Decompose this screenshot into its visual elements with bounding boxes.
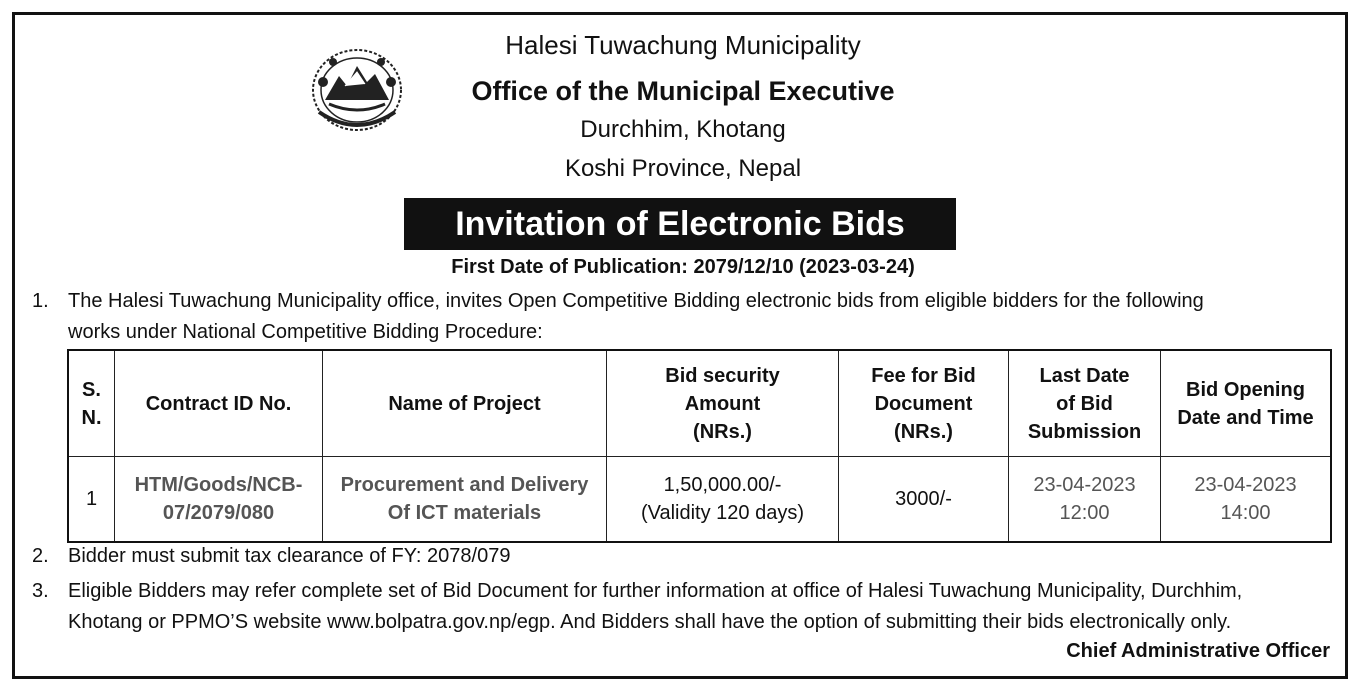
header-last-date: Last Date of Bid Submission bbox=[1009, 351, 1161, 457]
header-fee: Fee for Bid Document (NRs.) bbox=[839, 351, 1009, 457]
clause-2-text: Bidder must submit tax clearance of FY: 2078/079 bbox=[68, 545, 511, 567]
address-line-1: Durchhim, Khotang bbox=[580, 116, 786, 143]
clause-2-number: 2. bbox=[32, 545, 49, 567]
office-name: Office of the Municipal Executive bbox=[471, 76, 895, 106]
clause-3-line-2: Khotang or PPMO’S website www.bolpatra.gov.np/egp. And Bidders shall have the option of submitting their bids electronically only. bbox=[68, 611, 1232, 633]
cell-last-date: 23-04-2023 12:00 bbox=[1009, 457, 1161, 542]
cell-project: Procurement and Delivery Of ICT materials bbox=[323, 457, 607, 542]
publication-date: First Date of Publication: 2079/12/10 (2023-03-24) bbox=[451, 256, 915, 278]
clause-1-line-2: works under National Competitive Bidding Procedure: bbox=[68, 321, 543, 343]
cell-contract-id: HTM/Goods/NCB- 07/2079/080 bbox=[115, 457, 323, 542]
header-opening: Bid Opening Date and Time bbox=[1161, 351, 1331, 457]
signature-title: Chief Administrative Officer bbox=[1066, 640, 1330, 662]
bids-table bbox=[68, 350, 1331, 542]
header-sn: S. N. bbox=[69, 351, 115, 457]
notice-title: Invitation of Electronic Bids bbox=[404, 198, 956, 250]
clause-3-number: 3. bbox=[32, 580, 49, 602]
clause-1-number: 1. bbox=[32, 290, 49, 312]
cell-sn: 1 bbox=[69, 457, 115, 542]
clause-1-text bbox=[68, 286, 1204, 348]
municipality-name: Halesi Tuwachung Municipality bbox=[505, 30, 861, 60]
header-contract-id: Contract ID No. bbox=[115, 351, 323, 457]
cell-opening: 23-04-2023 14:00 bbox=[1161, 457, 1331, 542]
table-header-row bbox=[69, 351, 1331, 457]
address-line-2: Koshi Province, Nepal bbox=[564, 155, 802, 182]
clause-3-line-1: Eligible Bidders may refer complete set of Bid Document for further information at office of Halesi Tuwachung Municipality, Durchhim, bbox=[68, 580, 1243, 602]
header-project: Name of Project bbox=[323, 351, 607, 457]
clause-1-line-1: The Halesi Tuwachung Municipality office, invites Open Competitive Bidding electronic bids from eligible bidders for the following bbox=[68, 290, 1204, 312]
clause-3-text bbox=[68, 576, 1242, 638]
header-bid-security: Bid security Amount (NRs.) bbox=[607, 351, 839, 457]
cell-bid-security: 1,50,000.00/- (Validity 120 days) bbox=[607, 457, 839, 542]
table-row bbox=[69, 457, 1331, 542]
cell-fee: 3000/- bbox=[839, 457, 1009, 542]
